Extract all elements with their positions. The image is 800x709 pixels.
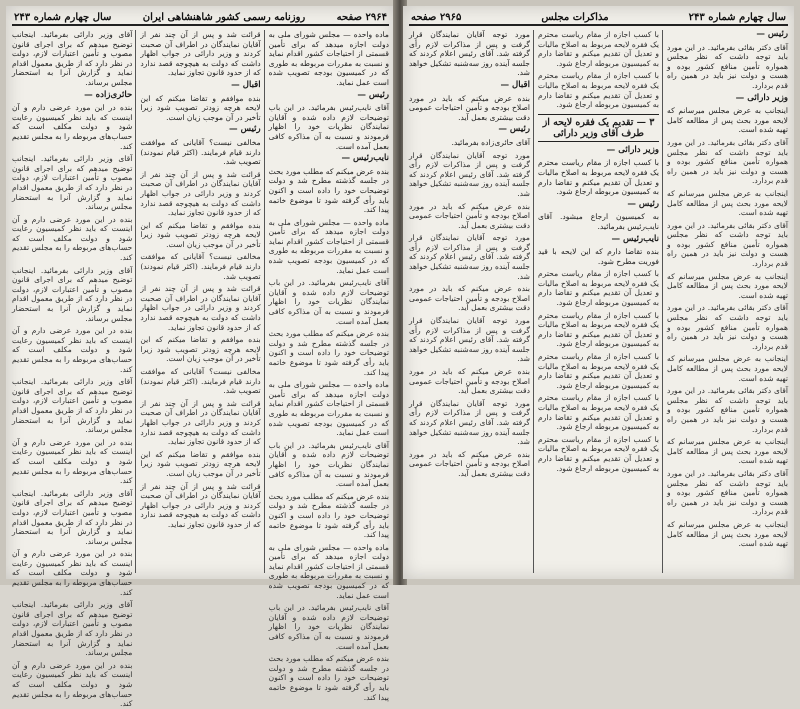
right-page	[403, 6, 794, 579]
speaker-label: رئیس —	[228, 124, 261, 135]
right-column-2	[538, 30, 663, 573]
text-block: اینجانب به عرض مجلس میرسانم که لایحه مورد بحث پس از مطالعه کامل تهیه شده است.	[667, 188, 788, 218]
text-block: آقای نایب‌رئیس بفرمائید. در این باب توضیحات لازم داده شده و آقایان نمایندگان نظریات خود را اظهار فرمودند و نسبت به آن مذاکره کافی بعمل آمده است.	[268, 603, 389, 651]
right-column-3	[409, 30, 534, 573]
speaker-label: اقبال —	[231, 79, 261, 90]
text-block: اینجانب به عرض مجلس میرسانم که لایحه مورد بحث پس از مطالعه کامل تهیه شده است.	[667, 519, 788, 549]
text-block: آقای دکتر بقائی بفرمائید. در این مورد باید توجه داشت که نظر مجلس همواره تأمین منافع کشور بوده و هست و دولت نیز باید در همین راه قدم بردارد.	[667, 42, 788, 90]
left-issue-line: سال چهارم شماره ۲۴۳	[14, 11, 112, 23]
text-block: بنده عرض میکنم که باید در مورد اصلاح بودجه و تأمین احتیاجات عمومی دقت بیشتری بعمل آید.	[409, 284, 530, 313]
speaker-label: حائری‌زاده —	[84, 89, 133, 100]
text-block: آقای نایب‌رئیس بفرمائید. در این باب توضیحات لازم داده شده و آقایان نمایندگان نظریات خود را اظهار فرمودند و نسبت به آن مذاکره کافی بعمل آمده است.	[268, 103, 389, 151]
speaker-label: رئیس —	[498, 124, 530, 135]
text-block: مورد توجه آقایان نمایندگان قرار گرفت و پس از مذاکرات لازم رأی گرفته شد. آقای رئیس اعلام کردند که جلسه آینده روز سه‌شنبه تشکیل خواهد شد.	[409, 398, 530, 447]
text-block: بنده در این مورد عرضی دارم و آن اینست که باید نظر کمیسیون رعایت شود و دولت مکلف است که حساب‌های مربوطه را به مجلس تقدیم کند.	[12, 326, 133, 374]
text-block: با کسب اجازه از مقام ریاست محترم یک فقره لایحه مربوط به اصلاح مالیات و تعدیل آن تقدیم میکنم و تقاضا دارم به کمیسیون مربوطه ارجاع شود.	[538, 310, 659, 349]
text-block: بنده عرض میکنم که باید در مورد اصلاح بودجه و تأمین احتیاجات عمومی دقت بیشتری بعمل آید.	[409, 449, 530, 478]
text-block: مخالفی نیست؟ آقایانی که موافقت دارند قیام فرمایند. (اکثر قیام نمودند) تصویب شد.	[140, 367, 261, 396]
text-block: بنده موافقم و تقاضا میکنم که این لایحه هرچه زودتر تصویب شود زیرا تأخیر در آن موجب زیان است.	[140, 220, 261, 249]
text-block: بنده عرض میکنم که مطلب مورد بحث در جلسه گذشته مطرح شد و دولت توضیحات خود را داده است و اکنون باید رأی گرفته شود تا موضوع خاتمه پیدا کند.	[268, 654, 389, 702]
text-block: بنده موافقم و تقاضا میکنم که این لایحه هرچه زودتر تصویب شود زیرا تأخیر در آن موجب زیان است.	[140, 93, 261, 122]
left-page	[6, 6, 395, 709]
text-block: با کسب اجازه از مقام ریاست محترم یک فقره لایحه مربوط به اصلاح مالیات و تعدیل آن تقدیم میکنم و تقاضا دارم به کمیسیون مربوطه ارجاع شود.	[538, 352, 659, 390]
text-block: آقای دکتر بقائی بفرمائید. در این مورد باید توجه داشت که نظر مجلس همواره تأمین منافع کشور بوده و هست و دولت نیز باید در همین راه قدم بردارد.	[667, 220, 788, 269]
text-block: آقای حائری‌زاده بفرمائید.	[451, 137, 530, 147]
text-block: بنده در این مورد عرضی دارم و آن اینست که باید نظر کمیسیون رعایت شود و دولت مکلف است که حساب‌های مربوطه را به مجلس تقدیم کند.	[12, 549, 133, 597]
speaker-label: رئیس —	[357, 89, 389, 100]
speaker-label: رئیس —	[756, 29, 788, 39]
speaker-label: وزیر دارائی —	[735, 92, 788, 103]
text-block: بنده عرض میکنم که مطلب مورد بحث در جلسه گذشته مطرح شد و دولت توضیحات خود را داده است و اکنون باید رأی گرفته شود تا موضوع خاتمه پیدا کند.	[268, 491, 389, 540]
text-block: آقای وزیر دارائی بفرمائید. اینجانب توضیح میدهم که برای اجرای قانون مصوب و تأمین اعتبارات لازم، دولت در نظر دارد که از طریق معمول اقدام نماید و گزارش آنرا به استحضار مجلس برساند.	[12, 488, 133, 546]
text-block: آقای نایب‌رئیس بفرمائید. در این باب توضیحات لازم داده شده و آقایان نمایندگان نظریات خود را اظهار فرمودند و نسبت به آن مذاکره کافی بعمل آمده است.	[268, 278, 389, 326]
text-block: آقای وزیر دارائی بفرمائید. اینجانب توضیح میدهم که برای اجرای قانون مصوب و تأمین اعتبارات لازم، دولت در نظر دارد که از طریق معمول اقدام نماید و گزارش آنرا به استحضار مجلس برساند.	[12, 154, 133, 212]
text-block: قرائت شد و پس از آن چند نفر از آقایان نمایندگان در اطراف آن صحبت کردند و وزیر دارائی در جواب اظهار داشت که دولت به هیچوجه قصد ندارد که از حدود قانون تجاوز نماید.	[140, 169, 261, 218]
text-block: مخالفی نیست؟ آقایانی که موافقت دارند قیام فرمایند. (اکثر قیام نمودند) تصویب شد.	[140, 137, 261, 167]
text-block: مخالفی نیست؟ آقایانی که موافقت دارند قیام فرمایند. (اکثر قیام نمودند) تصویب شد.	[140, 252, 261, 281]
left-page-header	[12, 10, 389, 26]
text-block: بنده عرض میکنم که مطلب مورد بحث در جلسه گذشته مطرح شد و دولت توضیحات خود را داده است و اکنون باید رأی گرفته شود تا موضوع خاتمه پیدا کند.	[268, 166, 389, 215]
text-block: قرائت شد و پس از آن چند نفر از آقایان نمایندگان در اطراف آن صحبت کردند و وزیر دارائی در جواب اظهار داشت که دولت به هیچوجه قصد ندارد که از حدود قانون تجاوز نماید.	[140, 481, 261, 529]
speaker-label: نایب‌رئیس —	[341, 153, 389, 164]
speaker-label: نایب‌رئیس —	[611, 233, 659, 244]
text-block: مورد توجه آقایان نمایندگان قرار گرفت و پس از مذاکرات لازم رأی گرفته شد. آقای رئیس اعلام کردند که جلسه آینده روز سه‌شنبه تشکیل خواهد شد.	[409, 233, 530, 281]
text-block: بنده عرض میکنم که باید در مورد اصلاح بودجه و تأمین احتیاجات عمومی دقت بیشتری بعمل آید.	[409, 367, 530, 396]
text-block: بنده عرض میکنم که باید در مورد اصلاح بودجه و تأمین احتیاجات عمومی دقت بیشتری بعمل آید.	[409, 201, 530, 230]
left-page-columns	[12, 30, 389, 709]
text-block: آقای دکتر بقائی بفرمائید. در این مورد باید توجه داشت که نظر مجلس همواره تأمین منافع کشور بوده و هست و دولت نیز باید در همین راه قدم بردارد.	[667, 386, 788, 434]
text-block: بنده در این مورد عرضی دارم و آن اینست که باید نظر کمیسیون رعایت شود و دولت مکلف است که حساب‌های مربوطه را به مجلس تقدیم کند.	[12, 437, 133, 486]
text-block: اینجانب به عرض مجلس میرسانم که لایحه مورد بحث پس از مطالعه کامل تهیه شده است.	[667, 271, 788, 300]
text-block: مورد توجه آقایان نمایندگان قرار گرفت و پس از مذاکرات لازم رأی گرفته شد. آقای رئیس اعلام کردند که جلسه آینده روز سه‌شنبه تشکیل خواهد شد.	[409, 30, 530, 78]
text-block: با کسب اجازه از مقام ریاست محترم یک فقره لایحه مربوط به اصلاح مالیات و تعدیل آن تقدیم میکنم و تقاضا دارم به کمیسیون مربوطه ارجاع شود.	[538, 30, 659, 68]
text-block: بنده عرض میکنم که باید در مورد اصلاح بودجه و تأمین احتیاجات عمومی دقت بیشتری بعمل آید.	[409, 93, 530, 122]
text-block: بنده تقاضا دارم که این لایحه با قید فوریت مطرح شود.	[538, 247, 659, 266]
right-page-columns	[409, 30, 788, 573]
text-block: ماده واحده — مجلس شورای ملی به دولت اجازه میدهد که برای تأمین قسمتی از احتیاجات کشور اقدام نماید و نسبت به مقررات مربوطه به طوری که در کمیسیون بودجه تصویب شده است عمل نماید.	[268, 217, 389, 275]
right-issue-line: سال چهارم شماره ۲۴۳	[688, 11, 786, 23]
text-block: آقای دکتر بقائی بفرمائید. در این مورد باید توجه داشت که نظر مجلس همواره تأمین منافع کشور بوده و هست و دولت نیز باید در همین راه قدم بردارد.	[667, 303, 788, 351]
text-block: اینجانب به عرض مجلس میرسانم که لایحه مورد بحث پس از مطالعه کامل تهیه شده است.	[667, 106, 788, 135]
text-block: آقای وزیر دارائی بفرمائید. اینجانب توضیح میدهم که برای اجرای قانون مصوب و تأمین اعتبارات لازم، دولت در نظر دارد که از طریق معمول اقدام نماید و گزارش آنرا به استحضار مجلس برساند.	[12, 600, 133, 658]
text-block: قرائت شد و پس از آن چند نفر از آقایان نمایندگان در اطراف آن صحبت کردند و وزیر دارائی در جواب اظهار داشت که دولت به هیچوجه قصد ندارد که از حدود قانون تجاوز نماید.	[140, 30, 261, 78]
right-page-number: ۲۹۶۵ صفحه	[411, 11, 462, 23]
text-block: قرائت شد و پس از آن چند نفر از آقایان نمایندگان در اطراف آن صحبت کردند و وزیر دارائی در جواب اظهار داشت که دولت به هیچوجه قصد ندارد که از حدود قانون تجاوز نماید.	[140, 398, 261, 447]
right-column-1	[667, 30, 788, 573]
text-block: بنده در این مورد عرضی دارم و آن اینست که باید نظر کمیسیون رعایت شود و دولت مکلف است که حساب‌های مربوطه را به مجلس تقدیم کند.	[12, 660, 133, 709]
text-block: ماده واحده — مجلس شورای ملی به دولت اجازه میدهد که برای تأمین قسمتی از احتیاجات کشور اقدام نماید و نسبت به مقررات مربوطه به طوری که در کمیسیون بودجه تصویب شده است عمل نماید.	[268, 30, 389, 87]
text-block: آقای دکتر بقائی بفرمائید. در این مورد باید توجه داشت که نظر مجلس همواره تأمین منافع کشور بوده و هست و دولت نیز باید در همین راه قدم بردارد.	[667, 468, 788, 517]
text-block: بنده در این مورد عرضی دارم و آن اینست که باید نظر کمیسیون رعایت شود و دولت مکلف است که حساب‌های مربوطه را به مجلس تقدیم کند.	[12, 103, 133, 151]
text-block: بنده موافقم و تقاضا میکنم که این لایحه هرچه زودتر تصویب شود زیرا تأخیر در آن موجب زیان است.	[140, 449, 261, 478]
text-block: آقای وزیر دارائی بفرمائید. اینجانب توضیح میدهم که برای اجرای قانون مصوب و تأمین اعتبارات لازم، دولت در نظر دارد که از طریق معمول اقدام نماید و گزارش آنرا به استحضار مجلس برساند.	[12, 30, 133, 87]
text-block: اینجانب به عرض مجلس میرسانم که لایحه مورد بحث پس از مطالعه کامل تهیه شده است.	[667, 354, 788, 383]
text-block: اینجانب به عرض مجلس میرسانم که لایحه مورد بحث پس از مطالعه کامل تهیه شده است.	[667, 437, 788, 466]
text-block: مورد توجه آقایان نمایندگان قرار گرفت و پس از مذاکرات لازم رأی گرفته شد. آقای رئیس اعلام کردند که جلسه آینده روز سه‌شنبه تشکیل خواهد شد.	[409, 150, 530, 198]
left-column-1	[268, 30, 389, 702]
text-block: با کسب اجازه از مقام ریاست محترم یک فقره لایحه مربوط به اصلاح مالیات و تعدیل آن تقدیم میکنم و تقاضا دارم به کمیسیون مربوطه ارجاع شود.	[538, 269, 659, 308]
text-block: قرائت شد و پس از آن چند نفر از آقایان نمایندگان در اطراف آن صحبت کردند و وزیر دارائی در جواب اظهار داشت که دولت به هیچوجه قصد ندارد که از حدود قانون تجاوز نماید.	[140, 284, 261, 332]
right-section-title: مذاکرات مجلس	[541, 11, 609, 23]
text-block: بنده عرض میکنم که مطلب مورد بحث در جلسه گذشته مطرح شد و دولت توضیحات خود را داده است و اکنون باید رأی گرفته شود تا موضوع خاتمه پیدا کند.	[268, 329, 389, 377]
text-block: با کسب اجازه از مقام ریاست محترم یک فقره لایحه مربوط به اصلاح مالیات و تعدیل آن تقدیم میکنم و تقاضا دارم به کمیسیون مربوطه ارجاع شود.	[538, 434, 659, 473]
right-page-header	[409, 10, 788, 26]
text-block: به کمیسیون ارجاع میشود. آقای نایب‌رئیس بفرمائید.	[538, 212, 659, 231]
text-block: مورد توجه آقایان نمایندگان قرار گرفت و پس از مذاکرات لازم رأی گرفته شد. آقای رئیس اعلام کردند که جلسه آینده روز سه‌شنبه تشکیل خواهد شد.	[409, 316, 530, 364]
text-block: آقای وزیر دارائی بفرمائید. اینجانب توضیح میدهم که برای اجرای قانون مصوب و تأمین اعتبارات لازم، دولت در نظر دارد که از طریق معمول اقدام نماید و گزارش آنرا به استحضار مجلس برساند.	[12, 377, 133, 435]
text-block: ماده واحده — مجلس شورای ملی به دولت اجازه میدهد که برای تأمین قسمتی از احتیاجات کشور اقدام نماید و نسبت به مقررات مربوطه به طوری که در کمیسیون بودجه تصویب شده است عمل نماید.	[268, 380, 389, 438]
left-column-2	[140, 30, 264, 573]
text-block: آقای وزیر دارائی بفرمائید. اینجانب توضیح میدهم که برای اجرای قانون مصوب و تأمین اعتبارات لازم، دولت در نظر دارد که از طریق معمول اقدام نماید و گزارش آنرا به استحضار مجلس برساند.	[12, 265, 133, 323]
text-block: آقای دکتر بقائی بفرمائید. در این مورد باید توجه داشت که نظر مجلس همواره تأمین منافع کشور بوده و هست و دولت نیز باید در همین راه قدم بردارد.	[667, 137, 788, 186]
left-page-number: ۲۹۶۴ صفحه	[336, 11, 387, 23]
text-block: ماده واحده — مجلس شورای ملی به دولت اجازه میدهد که برای تأمین قسمتی از احتیاجات کشور اقدام نماید و نسبت به مقررات مربوطه به طوری که در کمیسیون بودجه تصویب شده است عمل نماید.	[268, 542, 389, 600]
speaker-label: وزیر دارائی —	[606, 144, 659, 155]
speaker-label: رئیس —	[627, 198, 659, 209]
text-block: آقای نایب‌رئیس بفرمائید. در این باب توضیحات لازم داده شده و آقایان نمایندگان نظریات خود را اظهار فرمودند و نسبت به آن مذاکره کافی بعمل آمده است.	[268, 440, 389, 489]
speaker-label: اقبال —	[500, 79, 530, 90]
left-column-3	[12, 30, 136, 709]
text-block: بنده در این مورد عرضی دارم و آن اینست که باید نظر کمیسیون رعایت شود و دولت مکلف است که حساب‌های مربوطه را به مجلس تقدیم کند.	[12, 214, 133, 263]
section-headline: ۳ — تقدیم یک فقره لایحه از طرف آقای وزیر دارائی	[538, 114, 659, 142]
text-block: با کسب اجازه از مقام ریاست محترم یک فقره لایحه مربوط به اصلاح مالیات و تعدیل آن تقدیم میکنم و تقاضا دارم به کمیسیون مربوطه ارجاع شود.	[538, 158, 659, 197]
left-newspaper-title: روزنامه رسمی کشور شاهنشاهی ایران	[142, 11, 306, 23]
text-block: با کسب اجازه از مقام ریاست محترم یک فقره لایحه مربوط به اصلاح مالیات و تعدیل آن تقدیم میکنم و تقاضا دارم به کمیسیون مربوطه ارجاع شود.	[538, 71, 659, 110]
text-block: با کسب اجازه از مقام ریاست محترم یک فقره لایحه مربوط به اصلاح مالیات و تعدیل آن تقدیم میکنم و تقاضا دارم به کمیسیون مربوطه ارجاع شود.	[538, 393, 659, 432]
text-block: بنده موافقم و تقاضا میکنم که این لایحه هرچه زودتر تصویب شود زیرا تأخیر در آن موجب زیان است.	[140, 335, 261, 364]
